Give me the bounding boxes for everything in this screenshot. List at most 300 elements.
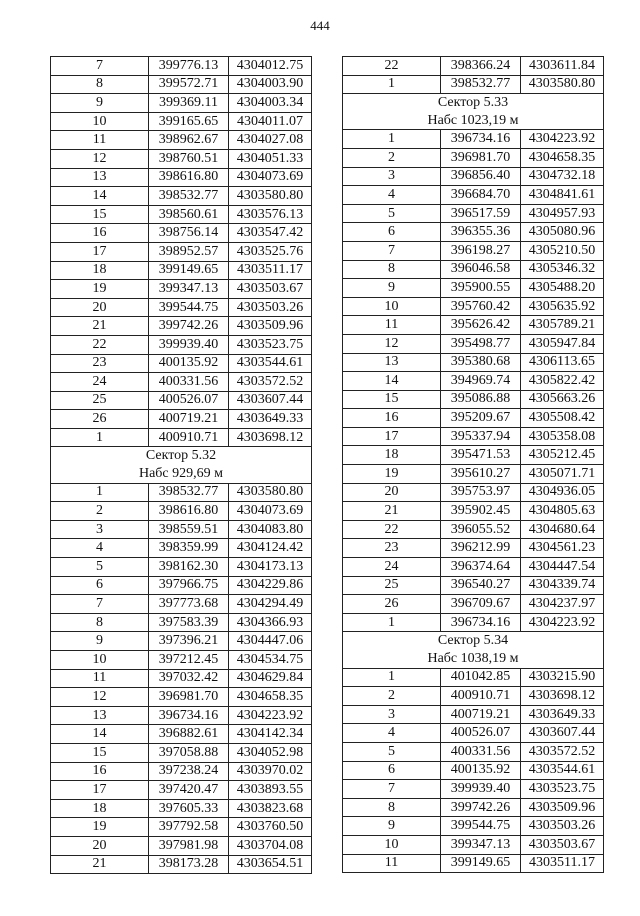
table-row <box>343 223 604 242</box>
table-row <box>51 818 312 837</box>
point-number: 20 <box>51 298 149 317</box>
coordinate-y: 4304223.92 <box>521 130 604 149</box>
point-number: 12 <box>51 688 149 707</box>
coordinate-y: 4303649.33 <box>521 705 604 724</box>
coordinate-y: 4304339.74 <box>521 576 604 595</box>
table-row <box>51 428 312 447</box>
coordinate-y: 4304936.05 <box>521 483 604 502</box>
coordinate-y: 4304841.61 <box>521 186 604 205</box>
point-number: 8 <box>343 798 441 817</box>
table-row <box>51 112 312 131</box>
coordinate-x: 395902.45 <box>441 502 521 521</box>
coordinate-y: 4304534.75 <box>229 651 312 670</box>
point-number: 26 <box>51 410 149 429</box>
coordinate-x: 398366.24 <box>441 57 521 76</box>
table-row <box>51 187 312 206</box>
coordinate-y: 4303760.50 <box>229 818 312 837</box>
coordinate-y: 4303649.33 <box>229 410 312 429</box>
coordinate-y: 4304051.33 <box>229 149 312 168</box>
point-number: 25 <box>51 391 149 410</box>
sector-heading-row <box>343 94 604 112</box>
point-number: 10 <box>343 297 441 316</box>
point-number: 13 <box>343 353 441 372</box>
table-row <box>343 390 604 409</box>
coordinate-x: 399742.26 <box>441 798 521 817</box>
coordinate-x: 397792.58 <box>149 818 229 837</box>
coordinate-y: 4306113.65 <box>521 353 604 372</box>
table-row <box>51 651 312 670</box>
point-number: 1 <box>343 613 441 632</box>
coordinate-y: 4305789.21 <box>521 316 604 335</box>
coordinate-y: 4303544.61 <box>229 354 312 373</box>
point-number: 1 <box>343 130 441 149</box>
coordinate-x: 396540.27 <box>441 576 521 595</box>
coordinate-x: 395900.55 <box>441 279 521 298</box>
sector-length-row <box>51 465 312 483</box>
coordinate-y: 4303611.84 <box>521 57 604 76</box>
coordinate-x: 395337.94 <box>441 427 521 446</box>
point-number: 25 <box>343 576 441 595</box>
table-row <box>343 613 604 632</box>
table-row <box>51 706 312 725</box>
point-number: 9 <box>51 94 149 113</box>
coordinate-x: 399165.65 <box>149 112 229 131</box>
coordinate-y: 4304223.92 <box>521 613 604 632</box>
point-number: 11 <box>51 131 149 150</box>
point-number: 18 <box>51 799 149 818</box>
coordinate-x: 399572.71 <box>149 75 229 94</box>
coordinate-y: 4303503.26 <box>229 298 312 317</box>
coordinate-y: 4303580.80 <box>229 187 312 206</box>
table-row <box>343 279 604 298</box>
coordinate-y: 4304229.86 <box>229 576 312 595</box>
coordinate-x: 400910.71 <box>441 687 521 706</box>
coordinate-x: 398962.67 <box>149 131 229 150</box>
coordinates-table-left <box>50 56 312 874</box>
table-row <box>343 854 604 873</box>
coordinate-x: 395760.42 <box>441 297 521 316</box>
table-row <box>343 334 604 353</box>
table-row <box>51 317 312 336</box>
table-row <box>343 186 604 205</box>
coordinate-x: 394969.74 <box>441 372 521 391</box>
coordinate-y: 4303698.12 <box>521 687 604 706</box>
coordinate-x: 400719.21 <box>441 705 521 724</box>
coordinate-x: 398532.77 <box>149 187 229 206</box>
page-number: 444 <box>310 18 330 33</box>
point-number: 17 <box>51 781 149 800</box>
point-number: 14 <box>343 372 441 391</box>
table-row <box>51 298 312 317</box>
coordinate-y: 4304011.07 <box>229 112 312 131</box>
point-number: 17 <box>51 242 149 261</box>
table-row <box>51 762 312 781</box>
coordinate-x: 396517.59 <box>441 204 521 223</box>
coordinate-x: 395209.67 <box>441 409 521 428</box>
coordinate-y: 4305663.26 <box>521 390 604 409</box>
table-row <box>51 224 312 243</box>
coordinate-y: 4304237.97 <box>521 595 604 614</box>
coordinate-y: 4303572.52 <box>521 742 604 761</box>
coordinate-x: 397583.39 <box>149 613 229 632</box>
coordinate-y: 4305508.42 <box>521 409 604 428</box>
coordinate-y: 4304003.90 <box>229 75 312 94</box>
point-number: 5 <box>343 742 441 761</box>
point-number: 3 <box>343 167 441 186</box>
coordinates-table-right <box>342 56 604 873</box>
coordinate-x: 397032.42 <box>149 669 229 688</box>
coordinate-y: 4303704.08 <box>229 836 312 855</box>
coordinate-y: 4305358.08 <box>521 427 604 446</box>
point-number: 16 <box>51 224 149 243</box>
point-number: 23 <box>343 539 441 558</box>
table-row <box>51 354 312 373</box>
table-row <box>51 632 312 651</box>
table-row <box>51 502 312 521</box>
coordinate-y: 4304294.49 <box>229 595 312 614</box>
point-number: 18 <box>343 446 441 465</box>
coordinate-x: 395380.68 <box>441 353 521 372</box>
table-row <box>51 410 312 429</box>
coordinate-y: 4305080.96 <box>521 223 604 242</box>
point-number: 14 <box>51 725 149 744</box>
coordinate-x: 399347.13 <box>149 280 229 299</box>
sector-title: Сектор 5.34 <box>343 632 604 650</box>
point-number: 2 <box>51 502 149 521</box>
point-number: 12 <box>51 149 149 168</box>
coordinate-y: 4303572.52 <box>229 373 312 392</box>
point-number: 16 <box>51 762 149 781</box>
point-number: 8 <box>343 260 441 279</box>
table-row <box>343 724 604 743</box>
point-number: 7 <box>51 595 149 614</box>
point-number: 15 <box>51 205 149 224</box>
point-number: 10 <box>51 651 149 670</box>
table-row <box>343 520 604 539</box>
coordinate-x: 397981.98 <box>149 836 229 855</box>
coordinate-x: 399149.65 <box>441 854 521 873</box>
point-number: 8 <box>51 613 149 632</box>
coordinate-y: 4303823.68 <box>229 799 312 818</box>
table-row <box>343 780 604 799</box>
coordinate-x: 397058.88 <box>149 743 229 762</box>
table-row <box>51 149 312 168</box>
coordinate-x: 397420.47 <box>149 781 229 800</box>
coordinate-x: 398559.51 <box>149 520 229 539</box>
table-row <box>51 743 312 762</box>
point-number: 4 <box>343 724 441 743</box>
coordinate-y: 4303893.55 <box>229 781 312 800</box>
coordinate-x: 399939.40 <box>441 780 521 799</box>
point-number: 21 <box>51 855 149 874</box>
table-row <box>343 409 604 428</box>
coordinate-y: 4304223.92 <box>229 706 312 725</box>
coordinate-y: 4304957.93 <box>521 204 604 223</box>
coordinate-x: 397212.45 <box>149 651 229 670</box>
coordinate-y: 4304052.98 <box>229 743 312 762</box>
point-number: 14 <box>51 187 149 206</box>
coordinate-x: 401042.85 <box>441 668 521 687</box>
table-row <box>343 316 604 335</box>
table-row <box>343 705 604 724</box>
table-row <box>51 94 312 113</box>
coordinate-x: 396046.58 <box>441 260 521 279</box>
coordinate-x: 397396.21 <box>149 632 229 651</box>
point-number: 24 <box>343 558 441 577</box>
point-number: 5 <box>51 558 149 577</box>
table-row <box>343 835 604 854</box>
table-row <box>343 465 604 484</box>
coordinate-y: 4305947.84 <box>521 334 604 353</box>
coordinate-y: 4303607.44 <box>521 724 604 743</box>
table-row <box>51 242 312 261</box>
point-number: 11 <box>51 669 149 688</box>
coordinate-x: 396734.16 <box>149 706 229 725</box>
coordinate-x: 397238.24 <box>149 762 229 781</box>
coordinate-x: 399544.75 <box>441 817 521 836</box>
coordinate-y: 4304003.34 <box>229 94 312 113</box>
table-row <box>51 558 312 577</box>
table-row <box>343 502 604 521</box>
coordinate-y: 4304124.42 <box>229 539 312 558</box>
coordinate-y: 4303509.96 <box>229 317 312 336</box>
point-number: 22 <box>343 520 441 539</box>
point-number: 1 <box>51 483 149 502</box>
coordinate-y: 4304366.93 <box>229 613 312 632</box>
coordinate-y: 4304027.08 <box>229 131 312 150</box>
point-number: 1 <box>343 668 441 687</box>
coordinate-y: 4303607.44 <box>229 391 312 410</box>
coordinate-y: 4305212.45 <box>521 446 604 465</box>
coordinate-x: 396374.64 <box>441 558 521 577</box>
coordinate-y: 4304073.69 <box>229 502 312 521</box>
coordinate-y: 4304173.13 <box>229 558 312 577</box>
coordinate-x: 396198.27 <box>441 241 521 260</box>
coordinate-x: 399742.26 <box>149 317 229 336</box>
coordinate-y: 4305071.71 <box>521 465 604 484</box>
point-number: 9 <box>343 817 441 836</box>
point-number: 3 <box>343 705 441 724</box>
sector-length: Набс 929,69 м <box>51 465 312 483</box>
coordinate-y: 4304561.23 <box>521 539 604 558</box>
coordinate-y: 4303509.96 <box>521 798 604 817</box>
point-number: 13 <box>51 168 149 187</box>
point-number: 19 <box>343 465 441 484</box>
table-row <box>51 205 312 224</box>
coordinate-y: 4303970.02 <box>229 762 312 781</box>
point-number: 21 <box>343 502 441 521</box>
table-row <box>343 75 604 94</box>
coordinate-y: 4303576.13 <box>229 205 312 224</box>
coordinate-y: 4303580.80 <box>229 483 312 502</box>
table-row <box>51 669 312 688</box>
point-number: 15 <box>51 743 149 762</box>
coordinate-x: 400331.56 <box>441 742 521 761</box>
coordinate-x: 400135.92 <box>441 761 521 780</box>
coordinate-x: 399369.11 <box>149 94 229 113</box>
coordinate-y: 4304447.06 <box>229 632 312 651</box>
table-row <box>343 687 604 706</box>
coordinate-y: 4303698.12 <box>229 428 312 447</box>
coordinate-y: 4304805.63 <box>521 502 604 521</box>
coordinate-y: 4303503.26 <box>521 817 604 836</box>
point-number: 15 <box>343 390 441 409</box>
table-row <box>51 75 312 94</box>
table-row <box>343 148 604 167</box>
coordinate-x: 398532.77 <box>441 75 521 94</box>
table-row <box>343 297 604 316</box>
table-row <box>343 204 604 223</box>
point-number: 11 <box>343 316 441 335</box>
coordinate-x: 400719.21 <box>149 410 229 429</box>
coordinate-y: 4303523.75 <box>229 335 312 354</box>
table-row <box>51 520 312 539</box>
table-row <box>343 761 604 780</box>
table-row <box>51 781 312 800</box>
coordinate-x: 400526.07 <box>149 391 229 410</box>
point-number: 19 <box>51 818 149 837</box>
table-row <box>51 595 312 614</box>
coordinate-y: 4303215.90 <box>521 668 604 687</box>
coordinate-y: 4303544.61 <box>521 761 604 780</box>
table-row <box>51 576 312 595</box>
point-number: 2 <box>343 687 441 706</box>
coordinate-y: 4304732.18 <box>521 167 604 186</box>
coordinate-y: 4304629.84 <box>229 669 312 688</box>
sector-length-row <box>343 650 604 668</box>
table-row <box>343 241 604 260</box>
coordinate-x: 395610.27 <box>441 465 521 484</box>
table-row <box>343 539 604 558</box>
point-number: 23 <box>51 354 149 373</box>
point-number: 12 <box>343 334 441 353</box>
point-number: 6 <box>51 576 149 595</box>
table-row <box>51 261 312 280</box>
point-number: 3 <box>51 520 149 539</box>
table-row <box>343 595 604 614</box>
point-number: 7 <box>343 780 441 799</box>
table-row <box>51 168 312 187</box>
table-row <box>343 817 604 836</box>
coordinate-y: 4303654.51 <box>229 855 312 874</box>
coordinate-x: 398173.28 <box>149 855 229 874</box>
point-number: 2 <box>343 148 441 167</box>
table-row <box>51 391 312 410</box>
coordinate-y: 4305488.20 <box>521 279 604 298</box>
table-row <box>51 725 312 744</box>
point-number: 6 <box>343 223 441 242</box>
coordinate-x: 398359.99 <box>149 539 229 558</box>
coordinate-x: 395626.42 <box>441 316 521 335</box>
coordinate-y: 4304658.35 <box>521 148 604 167</box>
point-number: 1 <box>51 428 149 447</box>
point-number: 16 <box>343 409 441 428</box>
coordinate-x: 400910.71 <box>149 428 229 447</box>
coordinate-x: 395498.77 <box>441 334 521 353</box>
table-row <box>343 798 604 817</box>
coordinate-y: 4304447.54 <box>521 558 604 577</box>
coordinate-y: 4304680.64 <box>521 520 604 539</box>
point-number: 18 <box>51 261 149 280</box>
table-row <box>51 539 312 558</box>
table-row <box>343 558 604 577</box>
point-number: 4 <box>51 539 149 558</box>
sector-heading-row <box>343 632 604 650</box>
coordinate-x: 398616.80 <box>149 502 229 521</box>
coordinate-x: 399347.13 <box>441 835 521 854</box>
coordinate-x: 395753.97 <box>441 483 521 502</box>
table-row <box>343 260 604 279</box>
table-row <box>343 372 604 391</box>
table-row <box>343 130 604 149</box>
coordinate-x: 398162.30 <box>149 558 229 577</box>
coordinate-x: 398616.80 <box>149 168 229 187</box>
table-row <box>343 57 604 76</box>
point-number: 4 <box>343 186 441 205</box>
table-row <box>51 131 312 150</box>
coordinate-y: 4304658.35 <box>229 688 312 707</box>
table-row <box>51 57 312 76</box>
coordinate-y: 4303503.67 <box>229 280 312 299</box>
point-number: 9 <box>343 279 441 298</box>
coordinate-y: 4305346.32 <box>521 260 604 279</box>
sector-length: Набс 1038,19 м <box>343 650 604 668</box>
table-row <box>343 427 604 446</box>
coordinate-x: 396055.52 <box>441 520 521 539</box>
table-row <box>343 446 604 465</box>
table-row <box>343 167 604 186</box>
coordinate-x: 397773.68 <box>149 595 229 614</box>
sector-length: Набс 1023,19 м <box>343 112 604 130</box>
point-number: 17 <box>343 427 441 446</box>
table-row <box>51 335 312 354</box>
table-row <box>343 742 604 761</box>
coordinate-x: 395471.53 <box>441 446 521 465</box>
table-row <box>343 668 604 687</box>
coordinate-y: 4304012.75 <box>229 57 312 76</box>
table-row <box>51 483 312 502</box>
coordinate-y: 4303547.42 <box>229 224 312 243</box>
coordinate-x: 399939.40 <box>149 335 229 354</box>
point-number: 19 <box>51 280 149 299</box>
coordinate-y: 4304083.80 <box>229 520 312 539</box>
coordinate-x: 398760.51 <box>149 149 229 168</box>
point-number: 1 <box>343 75 441 94</box>
coordinate-x: 396882.61 <box>149 725 229 744</box>
coordinate-y: 4303503.67 <box>521 835 604 854</box>
table-row <box>51 688 312 707</box>
point-number: 22 <box>51 335 149 354</box>
table-row <box>343 353 604 372</box>
coordinate-x: 396355.36 <box>441 223 521 242</box>
sector-heading-row <box>51 447 312 465</box>
point-number: 6 <box>343 761 441 780</box>
coordinate-x: 397605.33 <box>149 799 229 818</box>
coordinate-x: 396981.70 <box>149 688 229 707</box>
table-row <box>51 799 312 818</box>
coordinate-x: 396856.40 <box>441 167 521 186</box>
coordinate-x: 398756.14 <box>149 224 229 243</box>
point-number: 8 <box>51 75 149 94</box>
table-row <box>51 836 312 855</box>
coordinate-y: 4303511.17 <box>521 854 604 873</box>
point-number: 26 <box>343 595 441 614</box>
point-number: 20 <box>343 483 441 502</box>
coordinate-x: 398952.57 <box>149 242 229 261</box>
coordinate-y: 4305822.42 <box>521 372 604 391</box>
coordinate-x: 396212.99 <box>441 539 521 558</box>
coordinate-x: 396709.67 <box>441 595 521 614</box>
